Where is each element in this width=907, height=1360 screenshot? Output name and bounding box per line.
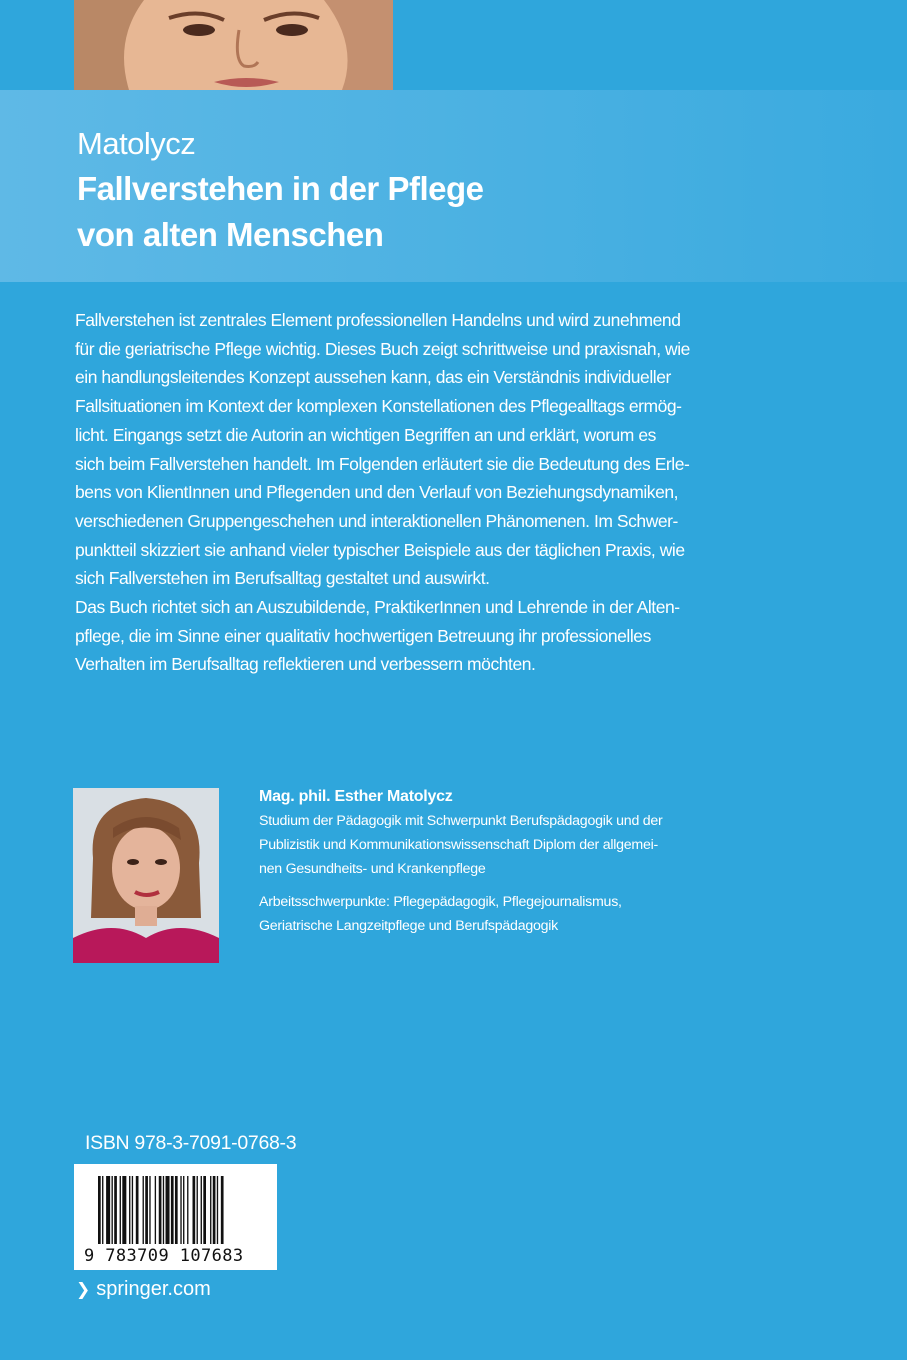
barcode-bar <box>210 1176 211 1244</box>
isbn-label: ISBN 978-3-7091-0768-3 <box>85 1132 297 1154</box>
barcode-bar <box>221 1176 224 1244</box>
barcode-bar <box>155 1176 156 1244</box>
publisher-link[interactable] <box>76 1276 211 1303</box>
description-line: pflege, die im Sinne einer qualitativ hochwertigen Betreuung ihr professionelles <box>75 625 651 646</box>
description-line: für die geriatrische Pflege wichtig. Dieses Buch zeigt schrittweise und praxisnah, wie <box>75 338 690 359</box>
book-title-line: Fallverstehen in der Pflege <box>77 170 484 207</box>
barcode-bar <box>180 1176 181 1244</box>
barcode-bar <box>163 1176 164 1244</box>
barcode-bar <box>122 1176 126 1244</box>
description-line: sich Fallverstehen im Berufsalltag gestaltet und auswirkt. <box>75 568 490 589</box>
cover-photo <box>74 0 393 90</box>
barcode-bar <box>145 1176 148 1244</box>
barcode-bar <box>183 1176 184 1244</box>
description-paragraph <box>75 593 700 679</box>
author-bio <box>259 784 699 939</box>
book-description <box>75 306 700 679</box>
description-line: verschiedenen Gruppengeschehen und interaktionellen Phänomenen. Im Schwer- <box>75 510 678 531</box>
publisher-link-text: springer.com <box>96 1278 211 1300</box>
barcode-bar <box>187 1176 188 1244</box>
barcode-digits: 9 783709 107683 <box>84 1246 244 1266</box>
description-line: Verhalten im Berufsalltag reflektieren und verbessern möchten. <box>75 654 536 675</box>
barcode-bar <box>112 1176 113 1244</box>
barcode-bar <box>203 1176 206 1244</box>
book-title <box>77 166 483 258</box>
barcode-bar <box>171 1176 174 1244</box>
description-line: licht. Eingangs setzt die Autorin an wichtigen Begriffen an und erklärt, worum es <box>75 424 656 445</box>
barcode-bar <box>132 1176 133 1244</box>
cover-author: Matolycz <box>77 126 196 161</box>
author-photo <box>73 788 219 963</box>
barcode-bar <box>114 1176 117 1244</box>
barcode-bar <box>175 1176 178 1244</box>
barcode-bar <box>102 1176 103 1244</box>
bio-spacer <box>259 881 699 891</box>
chevron-right-icon: ❯ <box>76 1280 91 1299</box>
barcode-bar <box>201 1176 202 1244</box>
bio-line: Studium der Pädagogik mit Schwerpunkt Berufspädagogik und der <box>259 813 663 829</box>
description-line: ein handlungsleitendes Konzept aussehen kann, das ein Verständnis individueller <box>75 367 671 388</box>
bio-line: Arbeitsschwerpunkte: Pflegepädagogik, Pflegejournalismus, <box>259 894 622 911</box>
description-paragraph <box>75 306 700 593</box>
barcode <box>74 1164 277 1270</box>
barcode-bar <box>106 1176 110 1244</box>
description-line: sich beim Fallverstehen handelt. Im Folgenden erläutert sie die Bedeutung des Erle- <box>75 453 690 474</box>
barcode-bar <box>213 1176 216 1244</box>
barcode-bar <box>197 1176 198 1244</box>
author-name: Mag. phil. Esther Matolycz <box>259 788 453 805</box>
barcode-bar <box>143 1176 144 1244</box>
barcode-bar <box>149 1176 150 1244</box>
barcode-bar <box>166 1176 170 1244</box>
barcode-bar <box>98 1176 101 1244</box>
barcode-bar <box>193 1176 196 1244</box>
description-line: punktteil skizziert sie anhand vieler typischer Beispiele aus der täglichen Praxis, wie <box>75 539 685 560</box>
barcode-bar <box>129 1176 130 1244</box>
barcode-bar <box>217 1176 218 1244</box>
description-line: Das Buch richtet sich an Auszubildende, PraktikerInnen und Lehrende in der Alten- <box>75 597 680 618</box>
author-portrait <box>73 788 219 963</box>
book-title-line: von alten Menschen <box>77 216 384 253</box>
bio-line: Geriatrische Langzeitpflege und Berufspädagogik <box>259 918 559 935</box>
description-line: Fallverstehen ist zentrales Element professionellen Handelns und wird zunehmend <box>75 310 681 330</box>
bio-line: nen Gesundheits- und Krankenpflege <box>259 860 486 877</box>
barcode-bar <box>159 1176 162 1244</box>
description-line: bens von KlientInnen und Pflegenden und den Verlauf von Beziehungsdynamiken, <box>75 482 679 503</box>
cover-photo-face <box>74 0 393 90</box>
bio-line: Publizistik und Kommunikationswissenschaft Diplom der allgemei- <box>259 836 659 853</box>
barcode-bar <box>136 1176 139 1244</box>
description-line: Fallsituationen im Kontext der komplexen Konstellationen des Pflegealltags ermög- <box>75 396 682 417</box>
barcode-bar <box>120 1176 121 1244</box>
